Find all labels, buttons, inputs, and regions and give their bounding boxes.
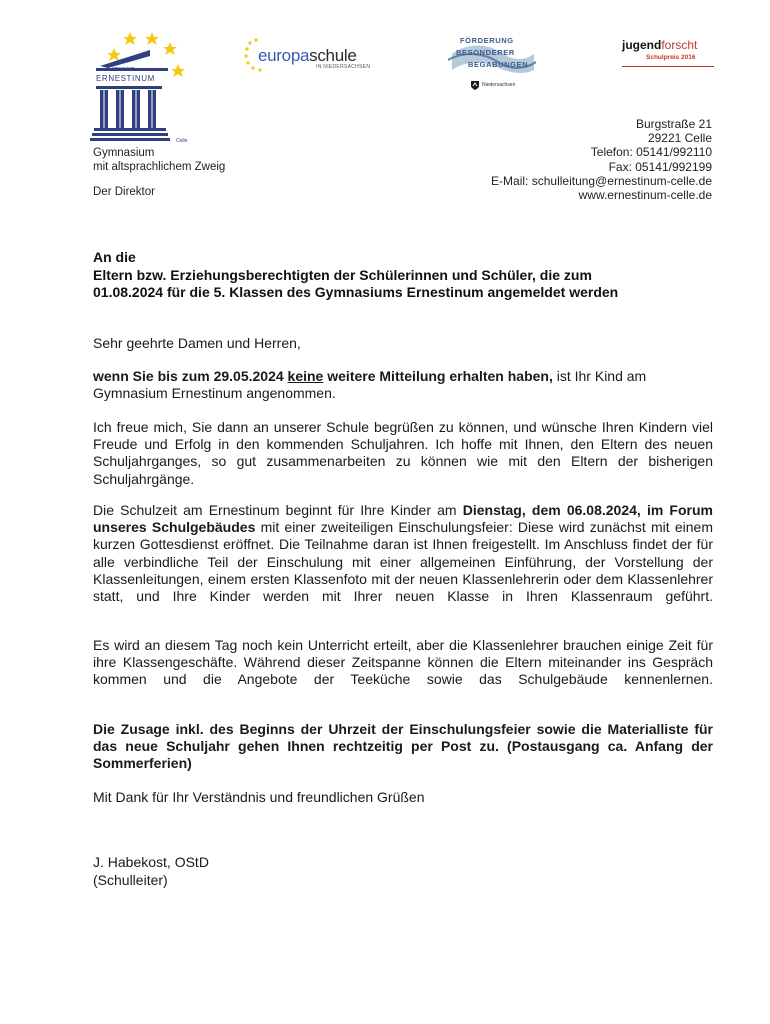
paragraph-confirmation: Die Zusage inkl. des Beginns der Uhrzeit der Einschulungsfeier sowie die Materialliste für das neue Schuljahr gehen Ihnen rechtzeitig per Post zu. (Postausgang ca. Anfang der Sommerferien) (93, 721, 713, 772)
address-block (491, 117, 712, 202)
sender-line: Der Direktor (93, 186, 155, 198)
recipient-line3: 01.08.2024 für die 5. Klassen des Gymnasiums Ernestinum angemeldet werden (93, 284, 619, 300)
address-web[interactable]: www.ernestinum-celle.de (578, 188, 712, 203)
foerderung-line3: BEGABUNGEN (468, 60, 529, 69)
schedule-start: Die Schulzeit am Ernestinum beginnt für Ihre Kinder am (93, 502, 463, 518)
forscht-part: forscht (661, 38, 698, 52)
address-fax: Fax: 05141/992199 (608, 159, 712, 174)
foerderung-line1: FÖRDERUNG (460, 36, 514, 45)
paragraph-acceptance (93, 368, 713, 402)
jugend-forscht-wordmark (622, 38, 697, 52)
signature-role: (Schulleiter) (93, 871, 168, 888)
closing-line: Mit Dank für Ihr Verständnis und freundlichen Grüßen (93, 789, 425, 805)
niedersachsen-crest-icon (470, 80, 480, 90)
school-type: Gymnasium (93, 147, 155, 159)
schedule-rest: mit einer zweiteiligen Einschulungsfeier: Diese wird zunächst mit einem kurzen Gottesdienst eröffnet. Die Teilnahme daran ist Ihnen freigestellt. Im Anschluss findet der für alle verbindliche Teil der Einschulung mit einer allgemeinen Einführung, der Vorstellung der Klassenleitungen, einem ersten Klassenfoto mit der neuen Klassenlehrerin oder dem Klassenlehrer statt, und Ihre Kinder werden mit Ihrer neuen Klasse in Ihren Klassenraum geführt. (93, 519, 713, 605)
foerderung-line2: BESONDERER (456, 48, 515, 57)
jugend-part: jugend (622, 38, 662, 52)
jugend-divider (622, 66, 714, 67)
paragraph-welcome: Ich freue mich, Sie dann an unserer Schule begrüßen zu können, und wünsche Ihren Kindern viel Freude und Erfolg in den kommenden Schuljahren. Ich hoffe mit Ihnen, den Eltern des neuen Schuljahrganges, so gut zusammenarbeiten zu können wie mit den Eltern der bisherigen Schuljahrgänge. (93, 419, 713, 487)
address-street: Burgstraße 21 (635, 117, 712, 131)
jugend-forscht-logo (622, 36, 714, 70)
address-phone: Telefon: 05141/992110 (590, 145, 712, 160)
europaschule-logo (244, 34, 372, 74)
foerderung-logo (448, 32, 536, 94)
foerderung-footer: Niedersachsen (482, 82, 516, 88)
signature-name: J. Habekost, OStD (93, 854, 209, 870)
address-email[interactable]: E-Mail: schulleitung@ernestinum-celle.de (491, 173, 712, 188)
acceptance-bold-2: weitere Mitteilung erhalten haben, (323, 368, 553, 384)
europa-part: europa (258, 46, 310, 65)
school-info (93, 146, 225, 174)
logo-city-text: Celle (176, 138, 188, 144)
recipient-line2: Eltern bzw. Erziehungsberechtigten der Schülerinnen und Schüler, die zum (93, 266, 592, 283)
salutation: Sehr geehrte Damen und Herren, (93, 335, 301, 351)
logo-gymnasium-text: Gymnasium (108, 66, 135, 72)
recipient-line1: An die (93, 249, 136, 265)
ernestinum-emblem-icon (90, 28, 202, 146)
schule-part: schule (309, 46, 357, 65)
paragraph-schedule (93, 502, 713, 622)
schedule-date-bold: Dienstag, dem 06.08.2024, im Forum unseres Schulgebäudes (93, 502, 713, 536)
school-branch: mit altsprachlichem Zweig (93, 161, 226, 173)
ernestinum-logo (90, 28, 202, 146)
acceptance-rest: ist Ihr Kind am Gymnasium Ernestinum angenommen. (93, 368, 647, 402)
logo-ernestinum-text: ERNESTINUM (96, 74, 155, 83)
address-city: 29221 Celle (647, 131, 712, 146)
schulpreis-label: Schulpreis 2016 (646, 54, 696, 61)
signature-block (93, 854, 209, 889)
acceptance-keine: keine (287, 368, 324, 384)
europaschule-subtitle: IN NIEDERSACHSEN (316, 64, 371, 70)
paragraph-first-day: Es wird an diesem Tag noch kein Unterricht erteilt, aber die Klassenlehrer brauchen einige Zeit für ihre Klassengeschäfte. Während dieser Zeitspanne können die Eltern miteinander ins Gespräch kommen und die Angebote der Teeküche sowie das Schulgebäude kennenlernen. (93, 637, 713, 688)
acceptance-bold-1: wenn Sie bis zum 29.05.2024 (93, 368, 288, 384)
europaschule-wordmark (258, 46, 356, 66)
recipient-heading (93, 249, 713, 302)
